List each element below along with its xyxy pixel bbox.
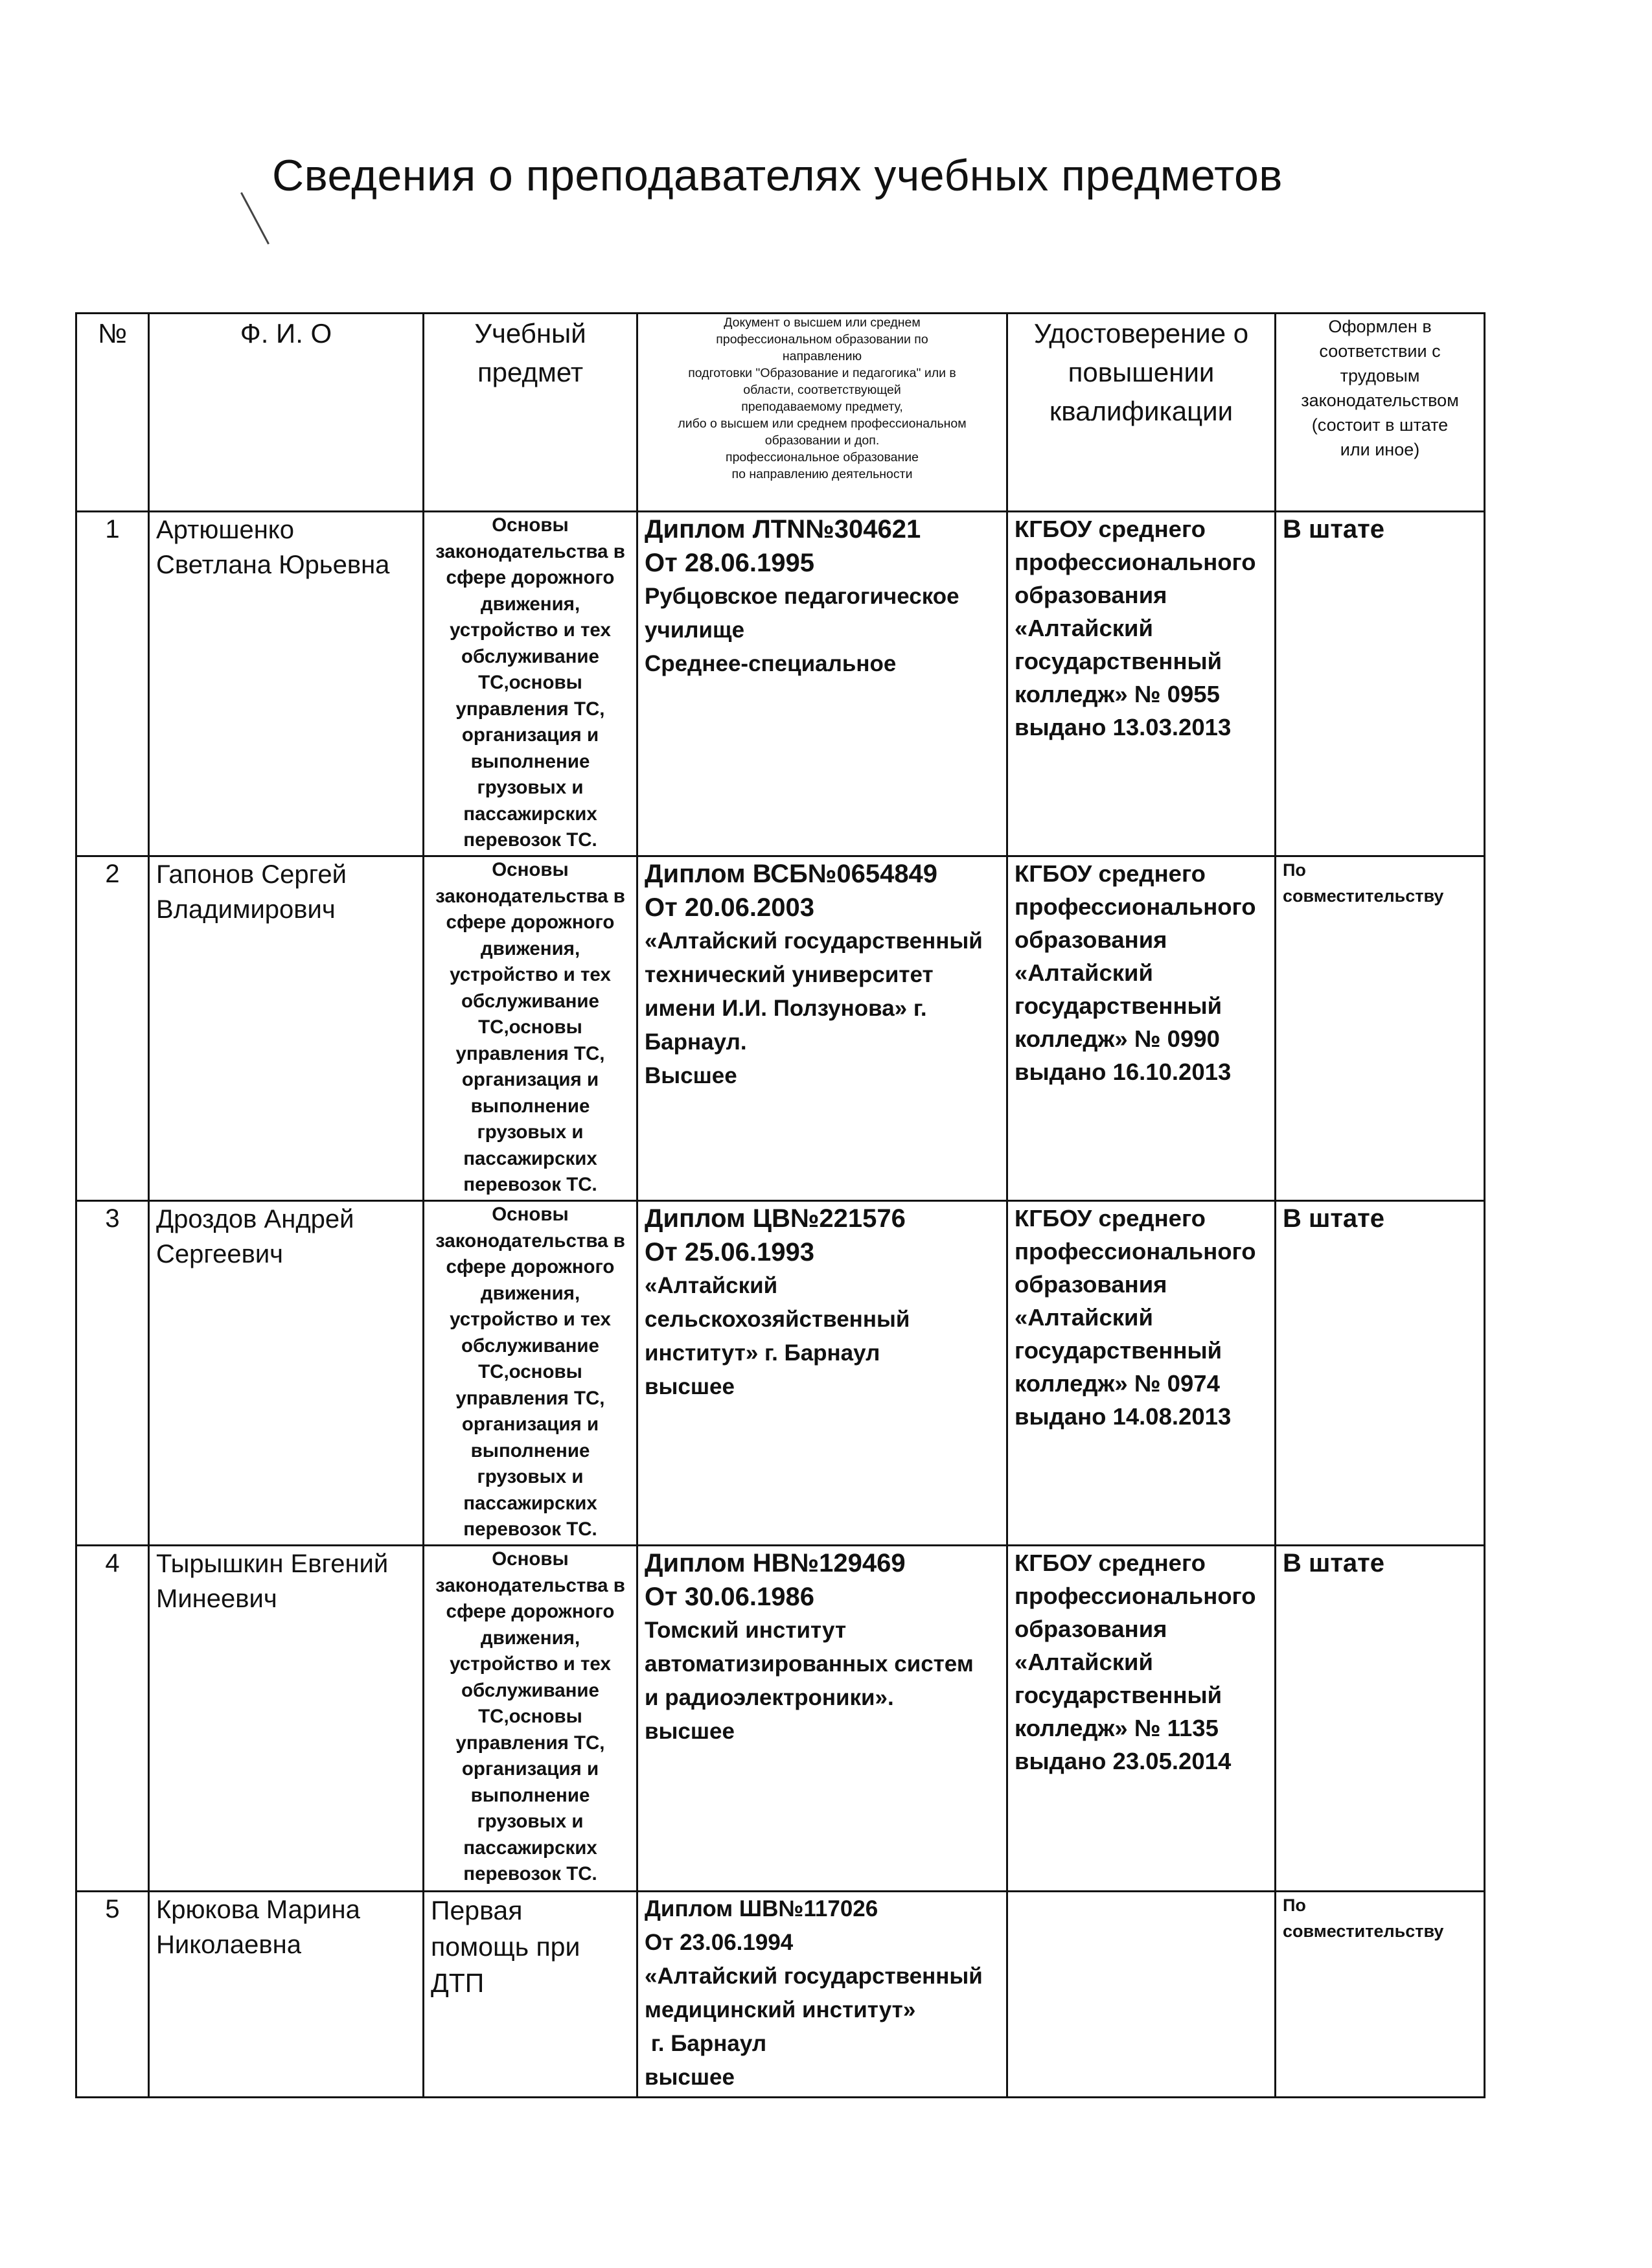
table-row bbox=[76, 1546, 1485, 1892]
table-header-row bbox=[76, 314, 1485, 512]
teacher-name: Дроздов Андрей Сергеевич bbox=[149, 1201, 424, 1546]
education-document: Диплом ЦВ№221576 От 25.06.1993 «Алтайский сельскохозяйственный институт» г. Барнаул высшее bbox=[637, 1201, 1007, 1546]
employment-status: По совместительству bbox=[1276, 1892, 1485, 2098]
qualification-certificate: КГБОУ среднего профессионального образования «Алтайский государственный колледж» № 0955 выдано 13.03.2013 bbox=[1007, 512, 1276, 856]
employment-status: По совместительству bbox=[1276, 856, 1485, 1201]
row-number: 4 bbox=[76, 1546, 149, 1892]
header-qualification: Удостоверение о повышении квалификации bbox=[1007, 314, 1276, 512]
subject: Основы законодательства в сфере дорожного движения, устройство и тех обслуживание ТС,основы управления ТС, организация и выполнение грузовых и пассажирских перевозок ТС. bbox=[424, 856, 637, 1201]
teacher-name: Артюшенко Светлана Юрьевна bbox=[149, 512, 424, 856]
education-document: Диплом ВСБ№0654849 От 20.06.2003 «Алтайский государственный технический университет имени И.И. Ползунова» г. Барнаул. Высшее bbox=[637, 856, 1007, 1201]
teacher-name: Тырышкин Евгений Минеевич bbox=[149, 1546, 424, 1892]
row-number: 1 bbox=[76, 512, 149, 856]
teacher-name: Крюкова Марина Николаевна bbox=[149, 1892, 424, 2098]
table-row bbox=[76, 1201, 1485, 1546]
header-fio: Ф. И. О bbox=[149, 314, 424, 512]
employment-status: В штате bbox=[1276, 1546, 1485, 1892]
employment-status: В штате bbox=[1276, 512, 1485, 856]
teachers-table bbox=[75, 312, 1486, 2098]
table-row bbox=[76, 1892, 1485, 2098]
row-number: 5 bbox=[76, 1892, 149, 2098]
subject: Основы законодательства в сфере дорожного движения, устройство и тех обслуживание ТС,основы управления ТС, организация и выполнение грузовых и пассажирских перевозок ТС. bbox=[424, 1201, 637, 1546]
employment-status: В штате bbox=[1276, 1201, 1485, 1546]
education-document: Диплом НВ№129469 От 30.06.1986 Томский институт автоматизированных систем и радиоэлектроники». высшее bbox=[637, 1546, 1007, 1892]
table-row bbox=[76, 512, 1485, 856]
qualification-certificate: КГБОУ среднего профессионального образования «Алтайский государственный колледж» № 0990 выдано 16.10.2013 bbox=[1007, 856, 1276, 1201]
header-status: Оформлен в соответствии с трудовым законодательством (состоит в штате или иное) bbox=[1276, 314, 1485, 512]
row-number: 2 bbox=[76, 856, 149, 1201]
subject: Основы законодательства в сфере дорожного движения, устройство и тех обслуживание ТС,основы управления ТС, организация и выполнение грузовых и пассажирских перевозок ТС. bbox=[424, 1546, 637, 1892]
qualification-certificate: КГБОУ среднего профессионального образования «Алтайский государственный колледж» № 1135 выдано 23.05.2014 bbox=[1007, 1546, 1276, 1892]
header-document: Документ о высшем или среднем профессиональном образовании по направлению подготовки "Образование и педагогика" или в области, соответствующей преподаваемому предмету, либо о высшем или среднем профессиональном образовании и доп. профессиональное образование по направлению деятельности bbox=[637, 314, 1007, 512]
qualification-certificate bbox=[1007, 1892, 1276, 2098]
teacher-name: Гапонов Сергей Владимирович bbox=[149, 856, 424, 1201]
header-subject: Учебный предмет bbox=[424, 314, 637, 512]
row-number: 3 bbox=[76, 1201, 149, 1546]
scan-artifact-stroke bbox=[240, 192, 270, 245]
subject: Основы законодательства в сфере дорожного движения, устройство и тех обслуживание ТС,основы управления ТС, организация и выполнение грузовых и пассажирских перевозок ТС. bbox=[424, 512, 637, 856]
qualification-certificate: КГБОУ среднего профессионального образования «Алтайский государственный колледж» № 0974 выдано 14.08.2013 bbox=[1007, 1201, 1276, 1546]
subject: Первая помощь при ДТП bbox=[424, 1892, 637, 2098]
education-document: Диплом ЛТN№304621 От 28.06.1995 Рубцовское педагогическое училище Среднее-специальное bbox=[637, 512, 1007, 856]
header-num: № bbox=[76, 314, 149, 512]
education-document: Диплом ШВ№117026 От 23.06.1994 «Алтайский государственный медицинский институт» г. Барнаул высшее bbox=[637, 1892, 1007, 2098]
table-row bbox=[76, 856, 1485, 1201]
page-title: Сведения о преподавателях учебных предметов bbox=[272, 151, 1283, 200]
